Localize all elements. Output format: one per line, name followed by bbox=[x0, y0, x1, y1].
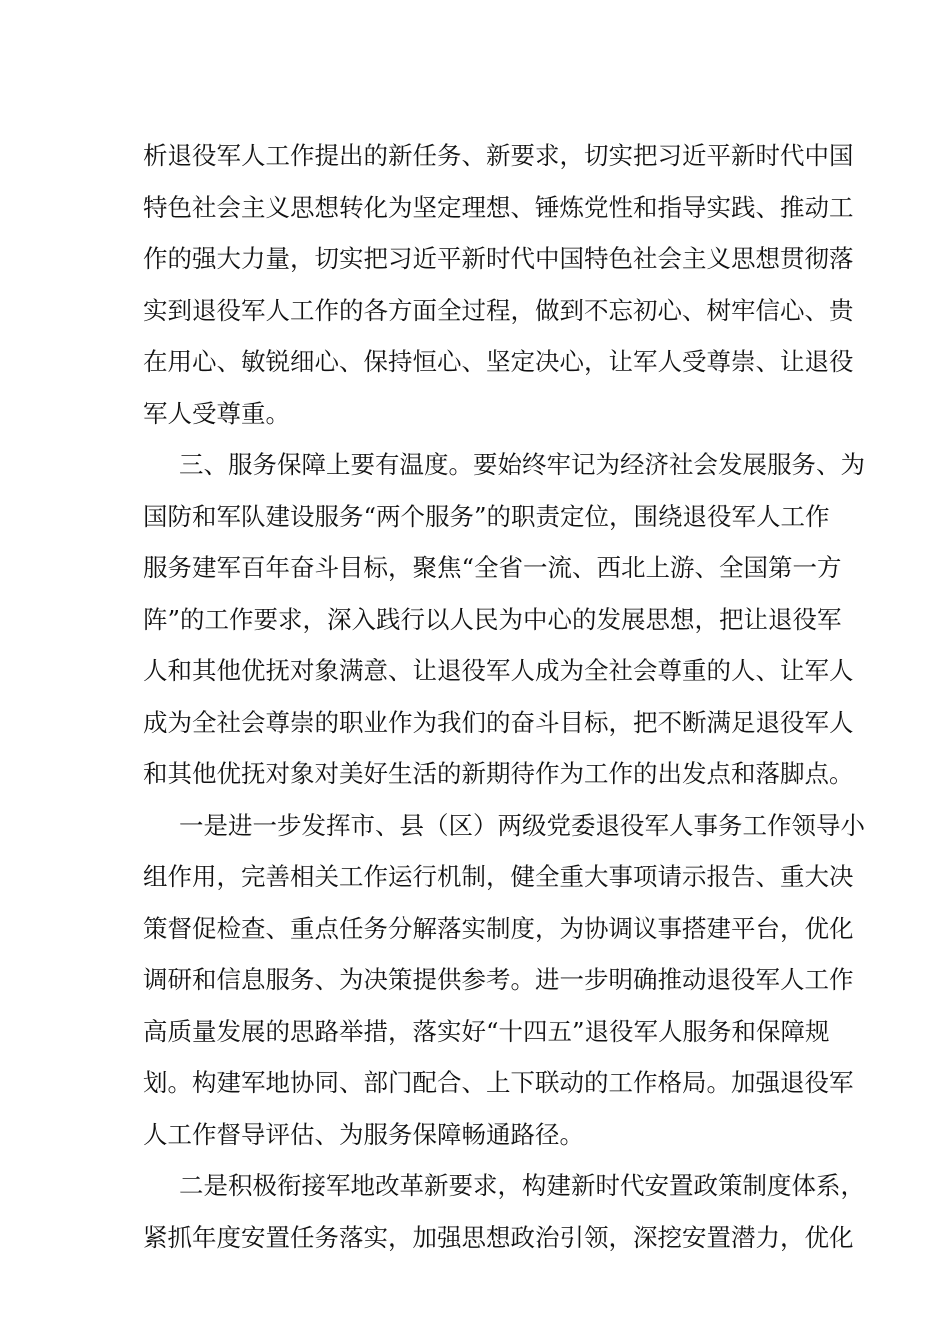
text-line: 人和其他优抚对象满意、让退役军人成为全社会尊重的人、让军人 bbox=[143, 656, 854, 685]
text-line: 军人受尊重。 bbox=[143, 398, 290, 428]
text-line: 紧抓年度安置任务落实，加强思想政治引领，深挖安置潜力，优化 bbox=[143, 1222, 854, 1252]
text-line: 服务建军百年奋斗目标，聚焦“全省一流、西北上游、全国第一方 bbox=[143, 553, 842, 582]
paragraph-start-line: 一是进一步发挥市、县（区）两级党委退役军人事务工作领导小 bbox=[179, 810, 865, 840]
text-line: 作的强大力量，切实把习近平新时代中国特色社会主义思想贯彻落 bbox=[143, 244, 854, 273]
text-line: 成为全社会尊崇的职业作为我们的奋斗目标，把不断满足退役军人 bbox=[143, 707, 854, 737]
paragraph-start-line: 三、服务保障上要有温度。要始终牢记为经济社会发展服务、为 bbox=[179, 450, 865, 479]
text-line: 特色社会主义思想转化为坚定理想、锤炼党性和指导实践、推动工 bbox=[143, 192, 854, 222]
text-line: 人工作督导评估、为服务保障畅通路径。 bbox=[143, 1119, 584, 1149]
paragraph-start-line: 二是积极衔接军地改革新要求，构建新时代安置政策制度体系， bbox=[179, 1171, 865, 1200]
text-line: 阵”的工作要求，深入践行以人民为中心的发展思想，把让退役军 bbox=[143, 604, 842, 634]
text-line: 国防和军队建设服务“两个服务”的职责定位，围绕退役军人工作 bbox=[143, 501, 830, 531]
text-line: 调研和信息服务、为决策提供参考。进一步明确推动退役军人工作 bbox=[143, 965, 854, 994]
body-text bbox=[143, 130, 865, 1263]
text-line: 策督促检查、重点任务分解落实制度，为协调议事搭建平台，优化 bbox=[143, 913, 854, 943]
text-line: 组作用，完善相关工作运行机制，健全重大事项请示报告、重大决 bbox=[143, 862, 854, 891]
text-line: 划。构建军地协同、部门配合、上下联动的工作格局。加强退役军 bbox=[143, 1068, 854, 1097]
text-line: 在用心、敏锐细心、保持恒心、坚定决心，让军人受尊崇、让退役 bbox=[143, 347, 854, 376]
text-line: 实到退役军人工作的各方面全过程，做到不忘初心、树牢信心、贵 bbox=[143, 295, 854, 325]
text-line: 析退役军人工作提出的新任务、新要求，切实把习近平新时代中国 bbox=[143, 141, 854, 170]
text-line: 和其他优抚对象对美好生活的新期待作为工作的出发点和落脚点。 bbox=[143, 759, 854, 788]
text-line: 高质量发展的思路举措，落实好“十四五”退役军人服务和保障规 bbox=[143, 1016, 830, 1046]
